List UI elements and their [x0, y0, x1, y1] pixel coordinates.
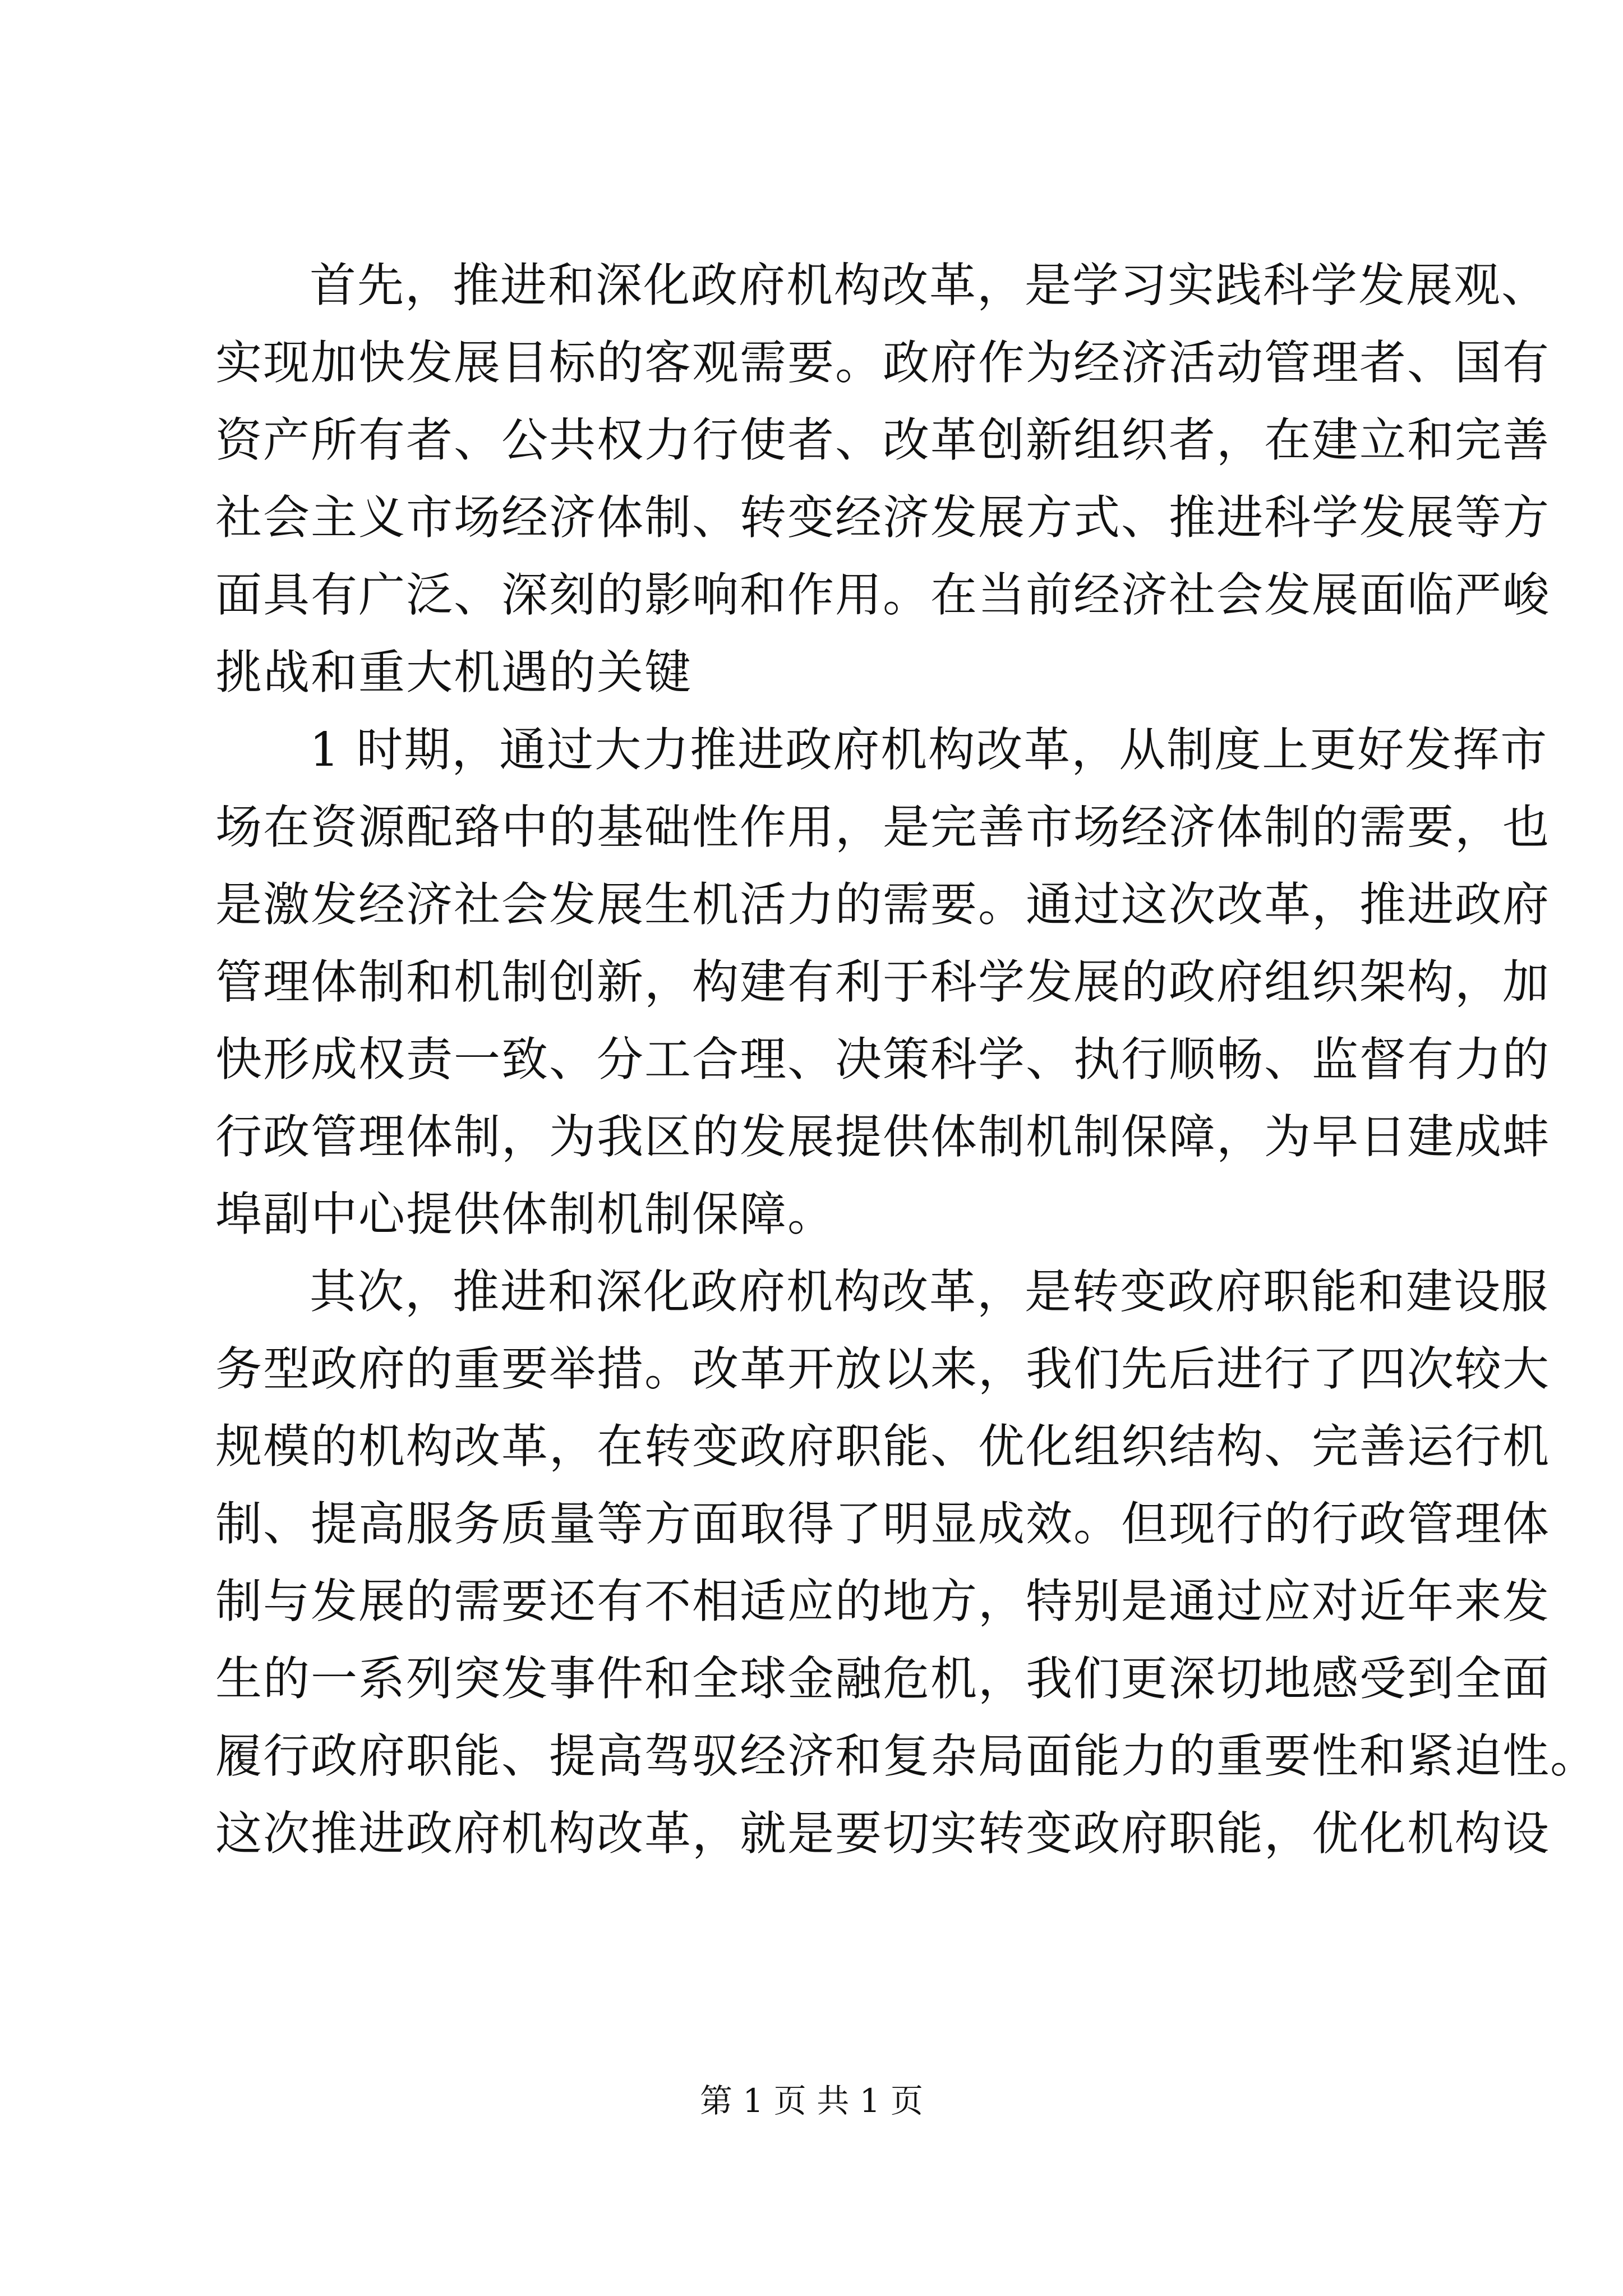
text-line: 场在资源配臵中的基础性作用，是完善市场经济体制的需要，也	[215, 800, 1550, 854]
text-line: 面具有广泛、深刻的影响和作用。在当前经济社会发展面临严峻	[215, 568, 1550, 622]
text-line: 实现加快发展目标的客观需要。政府作为经济活动管理者、国有	[215, 335, 1550, 390]
text-line: 首先，推进和深化政府机构改革，是学习实践科学发展观、	[310, 258, 1549, 312]
text-line: 规模的机构改革，在转变政府职能、优化组织结构、完善运行机	[215, 1419, 1550, 1474]
text-line: 资产所有者、公共权力行使者、改革创新组织者，在建立和完善	[215, 413, 1550, 467]
text-line: 社会主义市场经济体制、转变经济发展方式、推进科学发展等方	[215, 490, 1550, 545]
text-line: 是激发经济社会发展生机活力的需要。通过这次改革，推进政府	[215, 877, 1550, 932]
paragraph-1	[215, 247, 1550, 711]
paragraph-2	[215, 711, 1550, 1253]
text-line: 履行政府职能、提高驾驭经济和复杂局面能力的重要性和紧迫性。	[215, 1729, 1598, 1783]
document-body	[215, 247, 1598, 1872]
text-line: 生的一系列突发事件和全球金融危机，我们更深切地感受到全面	[215, 1651, 1550, 1706]
text-line: 挑战和重大机遇的关键	[215, 645, 692, 700]
text-line: 制、提高服务质量等方面取得了明显成效。但现行的行政管理体	[215, 1497, 1550, 1551]
text-line: 埠副中心提供体制机制保障。	[215, 1187, 835, 1241]
text-line: 1 时期，通过大力推进政府机构改革，从制度上更好发挥市	[310, 723, 1548, 777]
text-line: 其次，推进和深化政府机构改革，是转变政府职能和建设服	[310, 1264, 1549, 1319]
text-line: 管理体制和机制创新，构建有利于科学发展的政府组织架构，加	[215, 955, 1550, 1009]
paragraph-3	[215, 1253, 1598, 1872]
text-line: 制与发展的需要还有不相适应的地方，特别是通过应对近年来发	[215, 1574, 1550, 1628]
text-line: 务型政府的重要举措。改革开放以来，我们先后进行了四次较大	[215, 1342, 1550, 1396]
page-number-footer: 第 1 页 共 1 页	[700, 2082, 923, 2120]
text-line: 快形成权责一致、分工合理、决策科学、执行顺畅、监督有力的	[215, 1032, 1550, 1087]
text-line: 行政管理体制，为我区的发展提供体制机制保障，为早日建成蚌	[215, 1110, 1550, 1164]
text-line: 这次推进政府机构改革，就是要切实转变政府职能，优化机构设	[215, 1806, 1550, 1861]
